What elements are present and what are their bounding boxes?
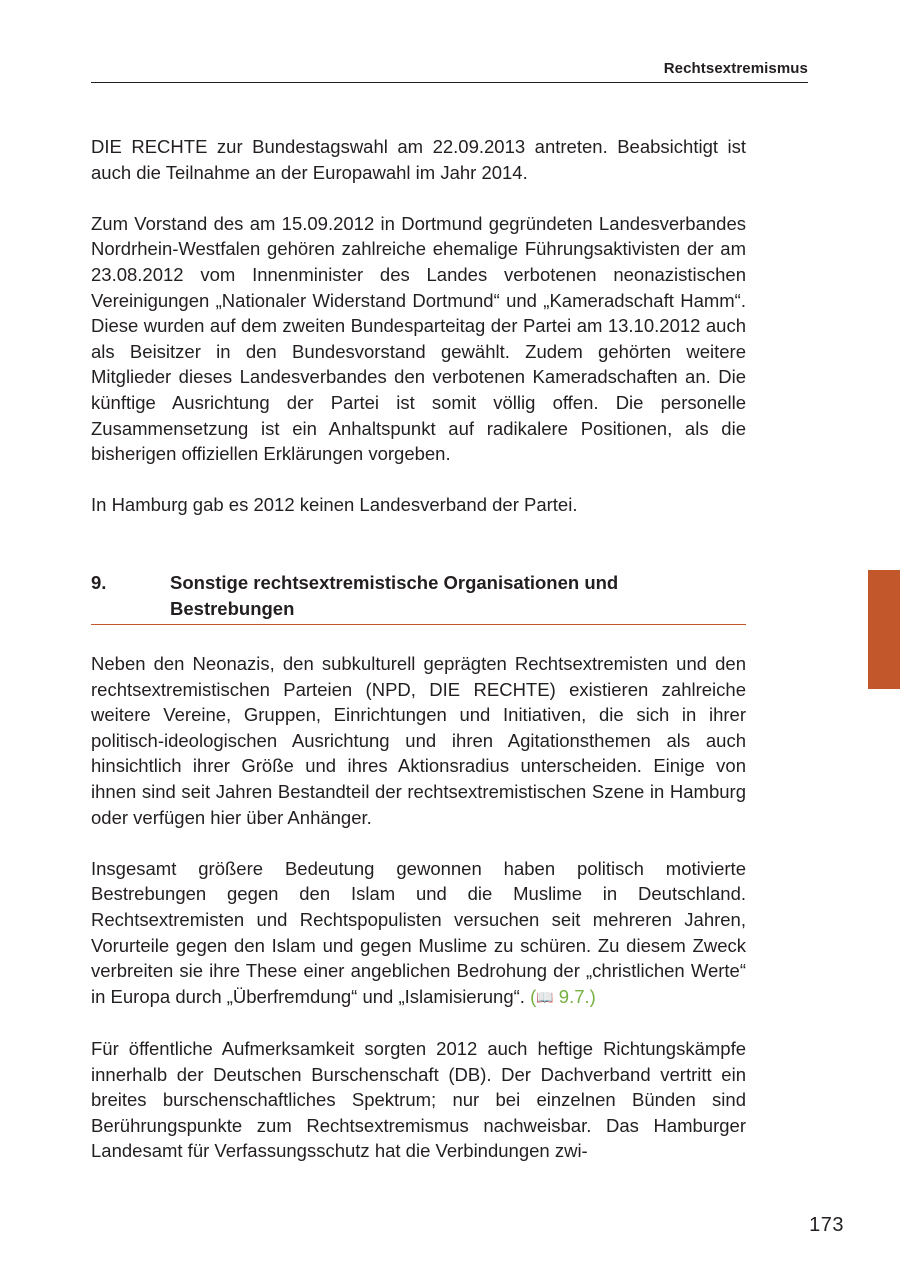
page-number: 173 [809,1214,844,1236]
section-title: Sonstige rechtsextremistische Organisationen und Bestrebungen [170,571,619,619]
cross-reference-open: ( [530,985,537,1007]
book-icon: 📖 [536,988,554,1005]
paragraph: In Hamburg gab es 2012 keinen Landesverband der Partei. [91,494,578,516]
paragraph: DIE RECHTE zur Bundestagswahl am 22.09.2013 antreten. Beabsichtigt ist auch die Teilnahme an der Europawahl im Jahr 2014. [91,136,746,183]
section-number: 9. [91,571,107,593]
paragraph: Für öffentliche Aufmerksamkeit sorgten 2012 auch heftige Richtungskämpfe innerhalb der Deutschen Burschenschaft (DB). Der Dachverband vertritt ein breites burschenschaftliches Spektrum; nur bei einzelnen Bünden sind Berührungspunkte zum Rechtsextremismus nachweisbar. Das Hamburger Landesamt für Verfassungsschutz hat die Verbindungen zwi- [91,1038,746,1162]
paragraph [91,856,746,1011]
page-content [91,134,746,1164]
running-title: Rechtsextremismus [663,60,808,77]
cross-reference-link[interactable] [530,986,596,1007]
section-heading [91,570,746,625]
running-head [91,60,808,83]
cross-reference-target: 9.7.) [553,985,596,1007]
paragraph: Neben den Neonazis, den subkulturell geprägten Rechtsextremisten und den rechtsextremistischen Parteien (NPD, DIE RECHTE) existieren zahlreiche weitere Vereine, Gruppen, Einrichtungen und Initiativen, die sich in ihrer politisch-ideologischen Ausrichtung und ihren Agitationsthemen als auch hinsichtlich ihrer Größe und ihres Aktionsradius unterscheiden. Einige von ihnen sind seit Jahren Bestandteil der rechtsextremistischen Szene in Hamburg oder verfügen hier über Anhänger. [91,653,746,828]
chapter-tab-marker [868,570,900,689]
paragraph-text: Insgesamt größere Bedeutung gewonnen haben politisch motivierte Bestrebungen gegen den Islam und die Muslime in Deutschland. Rechtsextremisten und Rechtspopulisten versuchen seit mehreren Jahren, Vorurteile gegen den Islam und gegen Muslime zu schüren. Zu diesem Zweck verbreiten sie ihre These einer angeblichen Bedrohung der „christlichen Werte“ in Europa durch „Überfremdung“ und „Islamisierung“. [91,857,746,1007]
paragraph: Zum Vorstand des am 15.09.2012 in Dortmund gegründeten Landesverbandes Nordrhein-Westfalen gehören zahlreiche ehemalige Führungsaktivisten der am 23.08.2012 vom Innenminister des Landes verbotenen neonazistischen Vereinigungen „Nationaler Widerstand Dortmund“ und „Kameradschaft Hamm“. Diese wurden auf dem zweiten Bundesparteitag der Partei am 13.10.2012 auch als Beisitzer in den Bundesvorstand gewählt. Zudem gehörten weitere Mitglieder dieses Landesverbandes den verbotenen Kameradschaften an. Die künftige Ausrichtung der Partei ist somit völlig offen. Die personelle Zusammensetzung ist ein Anhaltspunkt auf radikalere Positionen, als die bisherigen offiziellen Erklärungen vorgeben. [91,212,746,465]
